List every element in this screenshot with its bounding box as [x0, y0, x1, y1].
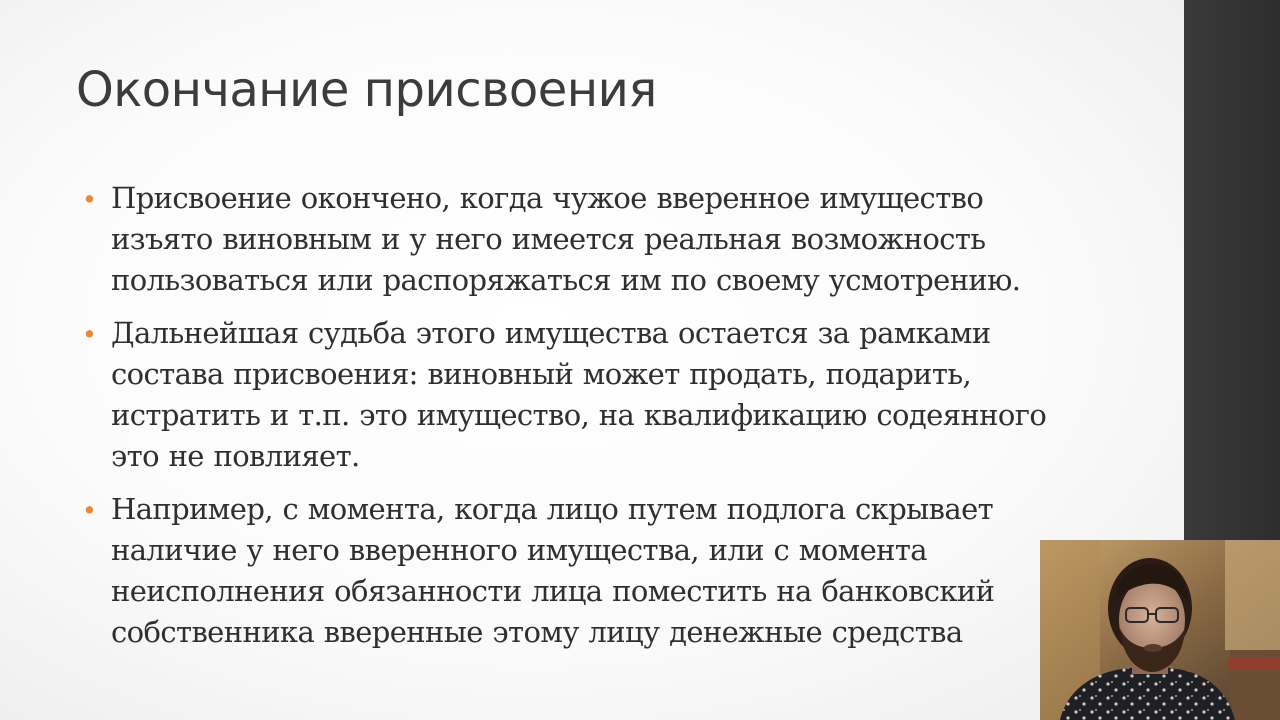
webcam-overlay: [1040, 540, 1280, 720]
bullet-dot-icon: •: [84, 316, 95, 351]
bullet-item: [84, 178, 1084, 301]
bullet-dot-icon: •: [84, 181, 95, 216]
webcam-person-image: [1040, 540, 1280, 720]
bullet-text: Присвоение окончено, когда чужое вверенное имущество изъято виновным и у него имеется реальная возможность пользоваться или распоряжаться им по своему усмотрению.: [111, 181, 1021, 297]
bullet-text: Дальнейшая судьба этого имущества остается за рамками состава присвоения: виновный может продать, подарить, истратить и т.п. это имущество, на квалификацию содеянного это не повлияет.: [111, 316, 1047, 473]
bullet-item: [84, 313, 1084, 477]
bullet-list: [84, 178, 1084, 665]
bullet-dot-icon: •: [84, 492, 95, 527]
bullet-text: Например, с момента, когда лицо путем подлога скрывает наличие у него вверенного имущества, или с момента неисполнения обязанности лица поместить на банковский собственника вверенные этому лицу денежные средства: [111, 492, 995, 649]
bullet-item: [84, 489, 1084, 653]
slide-title: Окончание присвоения: [76, 62, 657, 118]
